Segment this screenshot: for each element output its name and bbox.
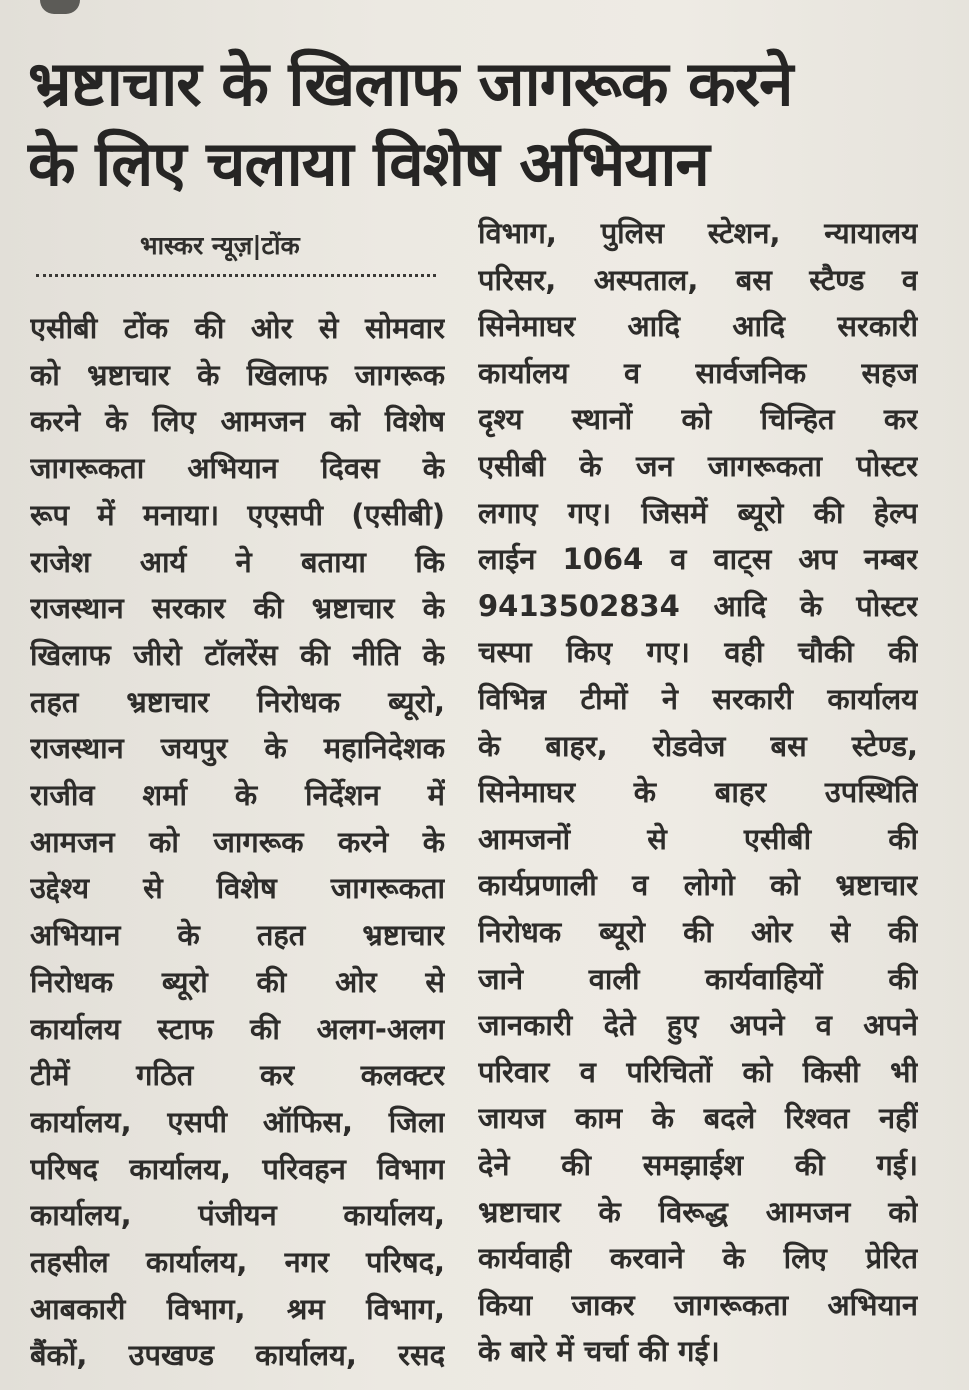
headline-line-1: भ्रष्टाचार के खिलाफ जागरूक करने: [28, 47, 793, 120]
article-line: कार्यप्रणाली व लोगो को भ्रष्टाचार: [478, 868, 918, 903]
article-line: 9413502834 आदि के पोस्टर: [478, 588, 918, 623]
article-line: कार्यवाही करवाने के लिए प्रेरित: [478, 1241, 918, 1276]
article-line: उद्देश्य से विशेष जागरूकता: [30, 871, 445, 906]
headline-line-2: के लिए चलाया विशेष अभियान: [28, 127, 709, 200]
article-line: आमजनों से एसीबी की: [478, 821, 918, 856]
article-line: एसीबी के जन जागरूकता पोस्टर: [478, 449, 918, 483]
article-line: चस्पा किए गए। वही चौकी की: [478, 635, 918, 670]
article-line: तहसील कार्यालय, नगर परिषद,: [30, 1245, 445, 1279]
article-line: परिसर, अस्पताल, बस स्टैण्ड व: [478, 262, 918, 297]
article-line: जाने वाली कार्यवाहियों की: [478, 961, 918, 996]
article-line: आमजन को जागरूक करने के: [30, 824, 445, 859]
article-line: के बारे में चर्चा की गई।: [478, 1334, 720, 1369]
article-line: राजीव शर्मा के निर्देशन में: [30, 778, 445, 812]
article-line: विभाग, पुलिस स्टेशन, न्यायालय: [478, 216, 918, 250]
article-line: जागरूकता अभियान दिवस के: [30, 451, 445, 486]
ink-smudge: [40, 0, 80, 14]
article-line: जायज काम के बदले रिश्वत नहीं: [478, 1101, 918, 1136]
article-line: खिलाफ जीरो टॉलरेंस की नीति के: [30, 637, 445, 672]
article-line: निरोधक ब्यूरो की ओर से की: [478, 915, 918, 949]
article-line: राजस्थान जयपुर के महानिदेशक: [30, 731, 445, 766]
article-line: राजेश आर्य ने बताया कि: [30, 544, 445, 579]
article-line: किया जाकर जागरूकता अभियान: [478, 1287, 918, 1322]
article-line: रूप में मनाया। एएसपी (एसीबी): [30, 497, 445, 532]
article-line: टीमें गठित कर कलक्टर: [30, 1058, 445, 1093]
article-line: दृश्य स्थानों को चिन्हित कर: [478, 402, 918, 437]
article-line: राजस्थान सरकार की भ्रष्टाचार के: [30, 591, 445, 626]
article-line: भ्रष्टाचार के विरूद्ध आमजन को: [478, 1194, 918, 1229]
article-line: अभियान के तहत भ्रष्टाचार: [30, 918, 445, 953]
article-line: को भ्रष्टाचार के खिलाफ जागरूक: [30, 357, 445, 392]
article-line: जानकारी देते हुए अपने व अपने: [478, 1008, 918, 1043]
article-line: करने के लिए आमजन को विशेष: [30, 404, 445, 439]
dotted-divider: [36, 274, 436, 277]
article-line: एसीबी टोंक की ओर से सोमवार: [30, 311, 445, 345]
article-line: बैंकों, उपखण्ड कार्यालय, रसद: [30, 1338, 445, 1373]
article-line: कार्यालय व सार्वजनिक सहज: [478, 355, 918, 390]
article-line: विभिन्न टीमों ने सरकारी कार्यालय: [478, 682, 918, 716]
article-line: कार्यालय स्टाफ की अलग-अलग: [30, 1011, 445, 1046]
headline: [28, 44, 948, 204]
article-line: तहत भ्रष्टाचार निरोधक ब्यूरो,: [30, 684, 445, 719]
article-line: लाईन 1064 व वाट्स अप नम्बर: [478, 542, 918, 577]
article-line: देने की समझाईश की गई।: [478, 1148, 918, 1182]
article-line: निरोधक ब्यूरो की ओर से: [30, 964, 445, 999]
article-line: कार्यालय, पंजीयन कार्यालय,: [30, 1198, 445, 1233]
article-line: लगाए गए। जिसमें ब्यूरो की हेल्प: [478, 495, 918, 530]
article-line: परिवार व परिचितों को किसी भी: [478, 1054, 918, 1089]
article-line: परिषद कार्यालय, परिवहन विभाग: [30, 1151, 445, 1186]
article-line: कार्यालय, एसपी ऑफिस, जिला: [30, 1104, 445, 1139]
byline: भास्कर न्यूज़|टोंक: [140, 231, 300, 260]
article-line: आबकारी विभाग, श्रम विभाग,: [30, 1291, 445, 1326]
article-line: सिनेमाघर आदि आदि सरकारी: [478, 309, 918, 344]
article-line: के बाहर, रोडवेज बस स्टेण्ड,: [478, 728, 918, 763]
article-line: सिनेमाघर के बाहर उपस्थिति: [478, 775, 918, 810]
